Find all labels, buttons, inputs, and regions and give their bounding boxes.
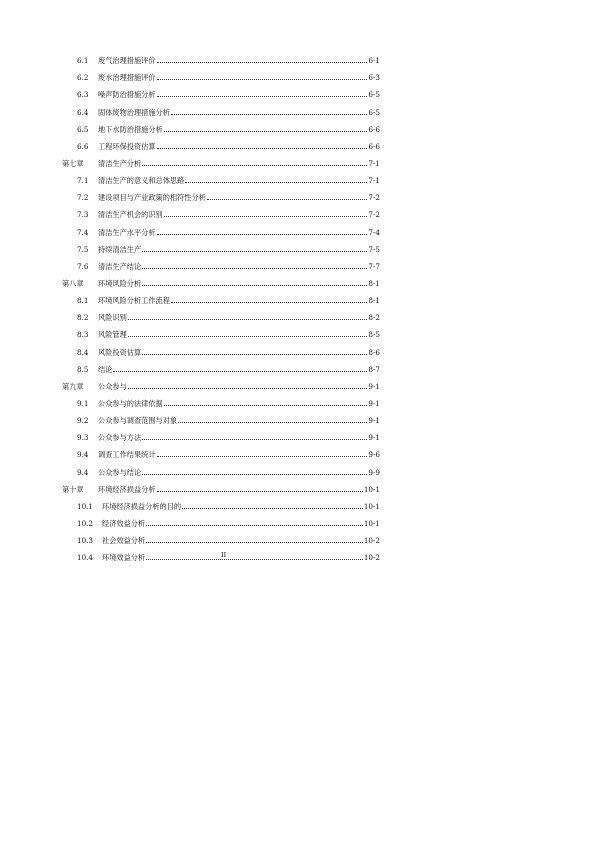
toc-entry-page: 7-1 (368, 158, 380, 168)
toc-entry-page: 9-1 (368, 381, 380, 391)
dot-leader (146, 541, 363, 543)
dot-leader (142, 164, 367, 166)
toc-entry-number: 7.5 (77, 244, 89, 254)
toc-entry-number: 6.5 (77, 124, 89, 134)
toc-section-row[interactable] (62, 442, 380, 459)
toc-entry-page: 10-2 (363, 536, 380, 546)
toc-entry-number: 6.4 (77, 107, 89, 117)
toc-entry-number: 7.2 (77, 193, 89, 203)
dot-leader (207, 198, 368, 200)
toc-entry-title: 结论 (98, 364, 113, 374)
toc-entry-number: 6.2 (77, 73, 89, 83)
toc-entry-number: 10.4 (77, 553, 94, 563)
toc-entry-page: 8-2 (368, 313, 380, 323)
toc-entry-page: 7-2 (368, 193, 380, 203)
toc-entry-page: 6-6 (368, 124, 380, 134)
toc-entry-page: 6-6 (368, 141, 380, 151)
toc-entry-page: 10-1 (363, 518, 380, 528)
toc-entry-page: 6-3 (368, 73, 380, 83)
dot-leader (157, 78, 368, 80)
toc-section-row[interactable] (62, 219, 380, 236)
toc-entry-title: 风险管理 (98, 330, 127, 340)
toc-entry-number: 8.3 (77, 330, 89, 340)
table-of-contents (62, 48, 380, 562)
toc-entry-page: 7-5 (368, 244, 380, 254)
toc-section-row[interactable] (62, 528, 380, 545)
dot-leader (128, 387, 368, 389)
dot-leader (142, 284, 367, 286)
toc-entry-page: 9-9 (368, 467, 380, 477)
dot-leader (142, 353, 367, 355)
toc-entry-page: 9-6 (368, 450, 380, 460)
page-number: II (221, 551, 227, 559)
toc-entry-title: 清洁生产的意义和总体思路 (98, 176, 185, 186)
toc-entry-number: 9.2 (77, 416, 89, 426)
toc-entry-title: 社会效益分析 (102, 536, 146, 546)
dot-leader (146, 524, 363, 526)
toc-entry-title: 公众参与的法律依据 (98, 398, 163, 408)
toc-entry-page: 8-1 (368, 296, 380, 306)
toc-entry-title: 公众参与结论 (98, 467, 142, 477)
toc-entry-number: 9.3 (77, 433, 89, 443)
toc-entry-page: 7-1 (368, 176, 380, 186)
toc-entry-title: 工程环保投资估算 (98, 141, 156, 151)
toc-entry-page: 9-1 (368, 433, 380, 443)
toc-section-row[interactable] (62, 511, 380, 528)
toc-entry-title: 风险投资估算 (98, 347, 142, 357)
toc-section-row[interactable] (62, 339, 380, 356)
toc-entry-number: 第十章 (62, 484, 84, 494)
dot-leader (164, 130, 368, 132)
toc-entry-page: 9-1 (368, 416, 380, 426)
dot-leader (157, 490, 363, 492)
toc-entry-page: 6-5 (368, 90, 380, 100)
toc-entry-title: 公众参与 (98, 381, 127, 391)
toc-entry-page: 7-4 (368, 227, 380, 237)
toc-chapter-row[interactable] (62, 374, 380, 391)
toc-entry-title: 持续清洁生产 (98, 244, 142, 254)
dot-leader (182, 507, 363, 509)
toc-entry-title: 废水治理措施评价 (98, 73, 156, 83)
toc-entry-page: 9-1 (368, 398, 380, 408)
dot-leader (185, 181, 367, 183)
dot-leader (178, 421, 367, 423)
toc-entry-page: 7-7 (368, 261, 380, 271)
toc-section-row[interactable] (62, 99, 380, 116)
toc-section-row[interactable] (62, 134, 380, 151)
toc-entry-page: 10-1 (363, 484, 380, 494)
toc-entry-number: 10.3 (77, 536, 94, 546)
toc-section-row[interactable] (62, 117, 380, 134)
toc-entry-title: 清洁生产水平分析 (98, 227, 156, 237)
dot-leader (157, 61, 368, 63)
toc-entry-title: 固体废物治理措施分析 (98, 107, 170, 117)
toc-section-row[interactable] (62, 357, 380, 374)
toc-section-row[interactable] (62, 408, 380, 425)
toc-section-row[interactable] (62, 237, 380, 254)
toc-entry-title: 废气治理措施评价 (98, 56, 156, 66)
toc-entry-number: 10.1 (77, 501, 94, 511)
dot-leader (157, 455, 368, 457)
toc-entry-number: 9.4 (77, 450, 89, 460)
toc-entry-number: 8.4 (77, 347, 89, 357)
toc-chapter-row[interactable] (62, 477, 380, 494)
toc-entry-title: 环境效益分析 (102, 553, 146, 563)
toc-chapter-row[interactable] (62, 271, 380, 288)
toc-section-row[interactable] (62, 391, 380, 408)
toc-entry-number: 8.2 (77, 313, 89, 323)
toc-entry-title: 环境经济损益分析 (98, 484, 156, 494)
toc-section-row[interactable] (62, 82, 380, 99)
toc-entry-number: 第八章 (62, 278, 84, 288)
toc-entry-title: 调查工作结果统计 (98, 450, 156, 460)
dot-leader (157, 95, 368, 97)
dot-leader (142, 438, 367, 440)
toc-entry-title: 公众参与调查范围与对象 (98, 416, 178, 426)
toc-entry-page: 6-1 (368, 56, 380, 66)
toc-entry-number: 9.4 (77, 467, 89, 477)
dot-leader (157, 233, 368, 235)
toc-entry-number: 7.4 (77, 227, 89, 237)
toc-entry-number: 6.1 (77, 56, 89, 66)
toc-entry-title: 环境风险分析工作流程 (98, 296, 170, 306)
toc-entry-page: 10-2 (363, 553, 380, 563)
toc-entry-title: 环境风险分析 (98, 278, 142, 288)
dot-leader (171, 301, 368, 303)
toc-entry-title: 经济效益分析 (102, 518, 146, 528)
toc-entry-page: 7-2 (368, 210, 380, 220)
dot-leader (164, 215, 368, 217)
toc-entry-page: 6-5 (368, 107, 380, 117)
toc-entry-number: 6.6 (77, 141, 89, 151)
toc-entry-number: 7.3 (77, 210, 89, 220)
toc-entry-number: 6.3 (77, 90, 89, 100)
dot-leader (142, 267, 367, 269)
toc-entry-page: 8-6 (368, 347, 380, 357)
toc-section-row[interactable] (62, 322, 380, 339)
toc-section-row[interactable] (62, 185, 380, 202)
toc-entry-title: 清洁生产机会的识别 (98, 210, 163, 220)
toc-section-row[interactable] (62, 305, 380, 322)
toc-entry-number: 10.2 (77, 518, 94, 528)
toc-section-row[interactable] (62, 202, 380, 219)
toc-entry-number: 8.1 (77, 296, 89, 306)
toc-entry-title: 风险识别 (98, 313, 127, 323)
toc-entry-number: 7.6 (77, 261, 89, 271)
dot-leader (128, 335, 368, 337)
toc-entry-title: 噪声防治措施分析 (98, 90, 156, 100)
toc-entry-page: 10-1 (363, 501, 380, 511)
toc-entry-number: 9.1 (77, 398, 89, 408)
dot-leader (128, 318, 368, 320)
toc-entry-number: 第九章 (62, 381, 84, 391)
toc-entry-page: 8-1 (368, 278, 380, 288)
dot-leader (157, 147, 368, 149)
dot-leader (171, 113, 368, 115)
toc-section-row[interactable] (62, 459, 380, 476)
toc-entry-title: 清洁生产分析 (98, 158, 142, 168)
toc-entry-number: 8.5 (77, 364, 89, 374)
toc-section-row[interactable] (62, 65, 380, 82)
toc-entry-page: 8-7 (368, 364, 380, 374)
toc-entry-title: 建设项目与产业政策的相符性分析 (98, 193, 206, 203)
dot-leader (146, 558, 363, 560)
toc-entry-title: 清洁生产结论 (98, 261, 142, 271)
toc-section-row[interactable] (62, 48, 380, 65)
dot-leader (142, 250, 367, 252)
toc-entry-number: 7.1 (77, 176, 89, 186)
toc-entry-number: 第七章 (62, 158, 84, 168)
toc-entry-title: 公众参与方法 (98, 433, 142, 443)
toc-section-row[interactable] (62, 288, 380, 305)
toc-entry-title: 环境经济损益分析的目的 (102, 501, 182, 511)
dot-leader (142, 473, 367, 475)
toc-entry-title: 地下水防治措施分析 (98, 124, 163, 134)
dot-leader (164, 404, 368, 406)
toc-section-row[interactable] (62, 425, 380, 442)
toc-entry-page: 8-5 (368, 330, 380, 340)
toc-section-row[interactable] (62, 168, 380, 185)
toc-section-row[interactable] (62, 494, 380, 511)
toc-chapter-row[interactable] (62, 151, 380, 168)
toc-section-row[interactable] (62, 254, 380, 271)
dot-leader (113, 370, 367, 372)
